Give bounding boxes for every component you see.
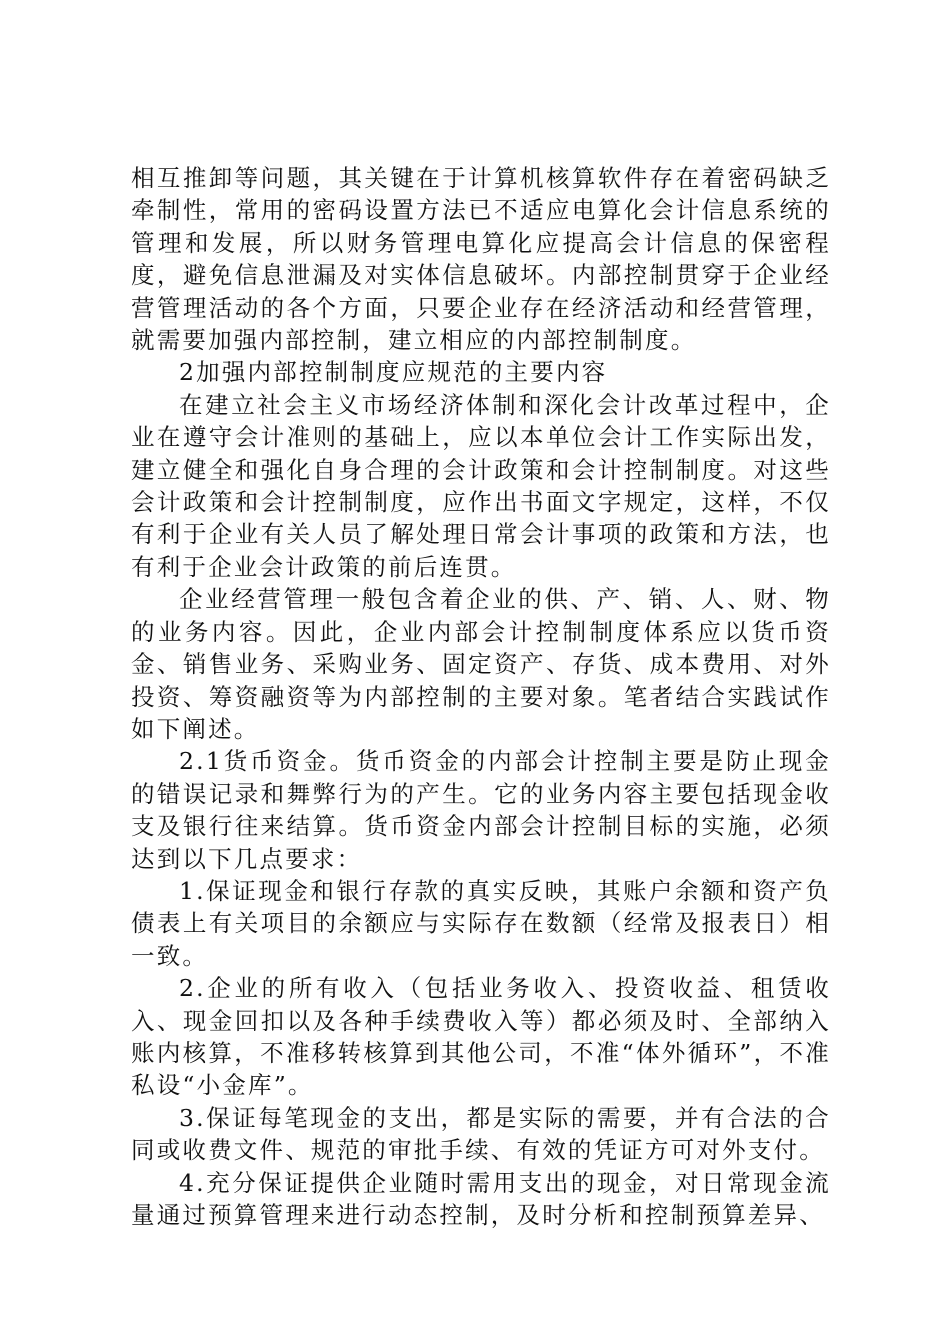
paragraph-2: 在建立社会主义市场经济体制和深化会计改革过程中，企业在遵守会计准则的基础上，应以本单位会计工作实际出发，建立健全和强化自身合理的会计政策和会计控制制度。对这些会计政策和会计控制制度，应作出书面文字规定，这样，不仅有利于企业有关人员了解处理日常会计事项的政策和方法，也有利于企业会计政策的前后连贯。 bbox=[131, 390, 831, 581]
list-item-2: 2.企业的所有收入（包括业务收入、投资收益、租赁收入、现金回扣以及各种手续费收入等）都必须及时、全部纳入账内核算，不准移转核算到其他公司，不准“体外循环”，不准私设“小金库”。 bbox=[131, 974, 831, 1100]
paragraph-3: 企业经营管理一般包含着企业的供、产、销、人、财、物的业务内容。因此，企业内部会计控制制度体系应以货币资金、销售业务、采购业务、固定资产、存货、成本费用、对外投资、筹资融资等为内部控制的主要对象。笔者结合实践试作如下阐述。 bbox=[131, 585, 831, 743]
paragraph-1: 相互推卸等问题，其关键在于计算机核算软件存在着密码缺乏牵制性，常用的密码设置方法已不适应电算化会计信息系统的管理和发展，所以财务管理电算化应提高会计信息的保密程度，避免信息泄漏及对实体信息破坏。内部控制贯穿于企业经营管理活动的各个方面，只要企业存在经济活动和经营管理，就需要加强内部控制，建立相应的内部控制制度。 bbox=[131, 164, 831, 355]
list-item-3: 3.保证每笔现金的支出，都是实际的需要，并有合法的合同或收费文件、规范的审批手续、有效的凭证方可对外支付。 bbox=[131, 1103, 831, 1165]
list-item-1: 1.保证现金和银行存款的真实反映，其账户余额和资产负债表上有关项目的余额应与实际存在数额（经常及报表日）相一致。 bbox=[131, 876, 831, 970]
paragraph-4: 2.1货币资金。货币资金的内部会计控制主要是防止现金的错误记录和舞弊行为的产生。它的业务内容主要包括现金收支及银行往来结算。货币资金内部会计控制目标的实施，必须达到以下几点要求： bbox=[131, 747, 831, 873]
document-body bbox=[131, 162, 831, 1231]
list-item-4: 4.充分保证提供企业随时需用支出的现金，对日常现金流量通过预算管理来进行动态控制，及时分析和控制预算差异、 bbox=[131, 1168, 831, 1229]
section-heading: 2加强内部控制制度应规范的主要内容 bbox=[179, 358, 608, 387]
